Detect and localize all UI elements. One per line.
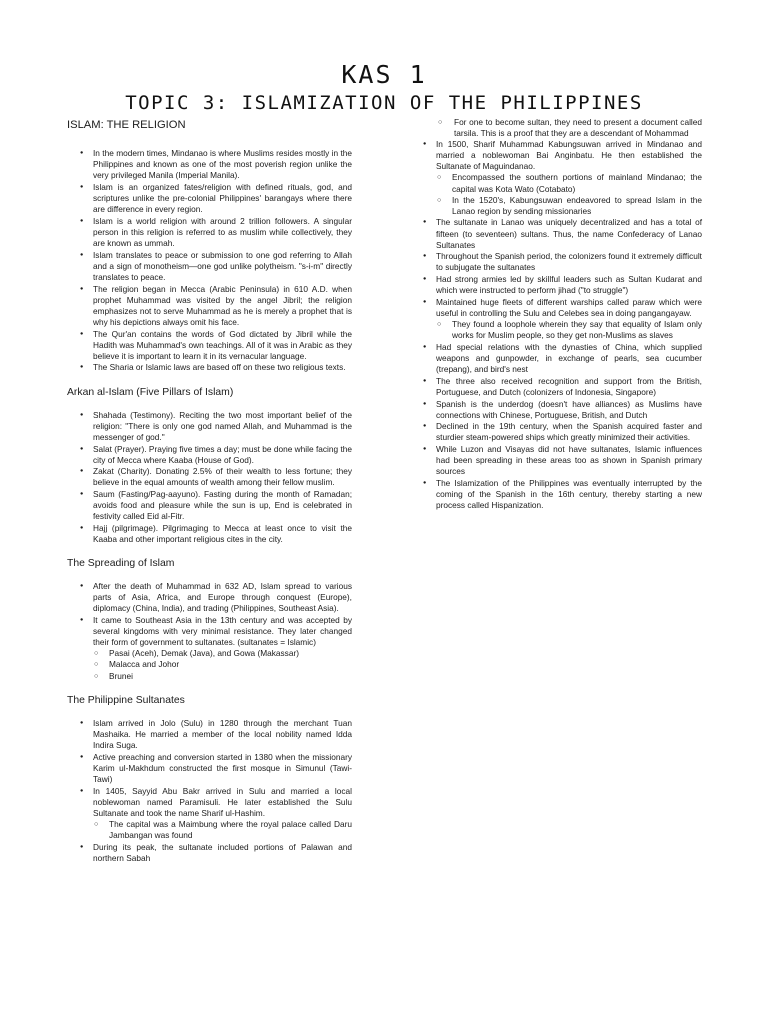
bullet-item: [67, 489, 352, 522]
bullet-text: The Islamization of the Philippines was eventually interrupted by the coming of the Spanish in the 16th century, thereby starting a new process called Hispanization.: [436, 477, 702, 511]
bullet-text: In 1405, Sayyid Abu Bakr arrived in Sulu and married a local noblewoman named Paramisuli. He later established the Sulu Sultanate and took the name Sharif ul-Hashim.: [93, 785, 352, 818]
sub-bullet-item: ○ For one to become sultan, they need to present a document called tarsila. This is a proof that they are a descendant of Mohammad: [422, 117, 702, 139]
bullet-item: [67, 250, 352, 283]
page-title: KAS 1: [341, 60, 427, 89]
bullet-item: [422, 399, 702, 421]
bullet-item: [422, 274, 702, 296]
bullet-list: [422, 139, 702, 511]
bullet-item: [67, 216, 352, 249]
bullet-text: It came to Southeast Asia in the 13th century and was accepted by several kingdoms with very minimal resistance. They later changed their form of government to sultanates. (sultanates = Islamic): [93, 615, 352, 648]
bullet-text: Active preaching and conversion started in 1380 when the missionary Karim ul-Makhdum constructed the first mosque in Simunul (Tawi-Tawi): [93, 751, 352, 784]
bullet-item: [422, 297, 702, 341]
bullet-item: [422, 376, 702, 398]
bullet-list: [67, 410, 352, 546]
section-heading: The Philippine Sultanates: [67, 694, 185, 706]
bullet-text: In the modern times, Mindanao is where Muslims resides mostly in the Philippines and known as one of the most poverish region unlike the very privileged Manila (Imperial Manila).: [93, 148, 352, 181]
bullet-text: The sultanate in Lanao was uniquely decentralized and has a total of fifteen (to seventeen) sultans. Thus, the name Confederacy of Lanao Sultanates: [436, 217, 702, 250]
bullet-item: [67, 466, 352, 488]
bullet-item: [67, 284, 352, 328]
sub-bullet-list: [93, 648, 352, 681]
bullet-item: [67, 786, 352, 841]
sub-bullet-item: ○ Brunei: [93, 671, 352, 682]
continued-sub-list: [422, 117, 702, 139]
bullet-item: [422, 342, 702, 375]
section-heading: The Spreading of Islam: [67, 558, 175, 570]
bullet-text: Saum (Fasting/Pag-aayuno). Fasting during the month of Ramadan; avoids food and pleasure while the sun is up, End is celebrated in festivity called Eid al-Fitr.: [93, 489, 352, 522]
bullet-item: [422, 251, 702, 273]
bullet-text: The religion began in Mecca (Arabic Peninsula) in 610 A.D. when prophet Muhammad was visited by the angel Jibril; the religion emphasizes not to serve Muhammad as he is merely a prophet that is why his depictions always omit his face.: [93, 283, 352, 327]
bullet-item: [67, 523, 352, 545]
bullet-text: Salat (Prayer). Praying five times a day; must be done while facing the city of Mecca where Kaaba (House of God).: [93, 443, 352, 465]
right-column: [422, 117, 702, 512]
bullet-item: [422, 139, 702, 217]
bullet-text: Declined in the 19th century, when the Spanish acquired faster and sturdier steam-powered ships which greatly minimized their activities.: [436, 421, 702, 443]
bullet-text: Had special relations with the dynasties of China, which supplied weapons and gunpowder, in exchange of pearls, sea cucumber (trepang), and bird's nest: [436, 341, 702, 375]
sub-bullet-list: [93, 819, 352, 841]
sub-bullet-item: ○ The capital was a Maimbung where the royal palace called Daru Jambangan was found: [93, 819, 352, 841]
bullet-text: Islam is an organized fates/religion with defined rituals, god, and scriptures unlike the pre-colonial Philippines' barangays where there are difference in every region.: [93, 181, 352, 215]
sub-bullet-item: ○ In the 1520's, Kabungsuwan endeavored to spread Islam in the Lanao region by sending missionaries: [436, 195, 702, 217]
bullet-item: [67, 182, 352, 215]
sub-bullet-item: ○ Encompassed the southern portions of mainland Mindanao; the capital was Kota Wato (Cotabato): [436, 172, 702, 194]
bullet-item: [422, 421, 702, 443]
bullet-item: [67, 329, 352, 362]
bullet-text: The Sharia or Islamic laws are based off on these two religious texts.: [93, 362, 346, 373]
bullet-text: While Luzon and Visayas did not have sultanates, Islamic influences had been spreading in these areas too as shown in Spanish primary sources: [436, 444, 702, 477]
bullet-item: [67, 410, 352, 443]
left-column: [67, 120, 352, 864]
section-heading: Arkan al-Islam (Five Pillars of Islam): [67, 386, 234, 398]
bullet-text: During its peak, the sultanate included portions of Palawan and northern Sabah: [93, 841, 352, 863]
bullet-item: [67, 581, 352, 614]
bullet-list: [67, 718, 352, 864]
bullet-text: The three also received recognition and support from the British, Portuguese, and Dutch (colonizers of Indonesia, Singapore): [436, 375, 702, 397]
sub-bullet-item: ○ Malacca and Johor: [93, 659, 352, 670]
bullet-item: [67, 718, 352, 751]
sub-bullet-item: ○ Pasai (Aceh), Demak (Java), and Gowa (Makassar): [93, 648, 352, 659]
topic-subtitle: TOPIC 3: ISLAMIZATION OF THE PHILIPPINES: [125, 92, 643, 114]
bullet-text: Zakat (Charity). Donating 2.5% of their wealth to less fortune; they believe in the equal amounts of wealth among their fellow muslim.: [93, 466, 352, 488]
bullet-item: [67, 362, 352, 373]
bullet-text: Islam arrived in Jolo (Sulu) in 1280 through the merchant Tuan Mashaika. He married a member of the local nobility named Idda Indira Suga.: [93, 717, 352, 750]
bullet-item: [422, 478, 702, 511]
bullet-item: [67, 148, 352, 181]
bullet-text: After the death of Muhammad in 632 AD, Islam spread to various parts of Asia, Africa, and Europe through conquest (Europe), diplomacy (China, India), and trading (Philippines, Southeast Asia).: [93, 581, 352, 614]
bullet-text: The Qur'an contains the words of God dictated by Jibril while the Hadith was Muhammad's own teachings. All of it was in Arabic as they believe it is important to learn it in its vernacular language.: [93, 328, 352, 361]
bullet-item: [422, 217, 702, 250]
bullet-list: [67, 581, 352, 681]
sub-bullet-list: [436, 172, 702, 216]
bullet-text: Throughout the Spanish period, the colonizers found it extremely difficult to subjugate the sultanates: [436, 251, 702, 273]
bullet-text: In 1500, Sharif Muhammad Kabungsuwan arrived in Mindanao and married a noblewoman Bai Anginbatu. He then established the Sultanate of Maguindanao.: [436, 139, 702, 172]
bullet-text: Hajj (pilgrimage). Pilgrimaging to Mecca at least once to visit the Kaaba and other important religious cites in the city.: [93, 522, 352, 545]
sub-bullet-item: ○ They found a loophole wherein they say that equality of Islam only works for Muslim people, so they get non-Muslims as slaves: [436, 319, 702, 341]
sub-bullet-list: [436, 319, 702, 341]
bullet-text: Islam is a world religion with around 2 trillion followers. A singular person in this religion is referred to as muslim while collectively, they are known as ummah.: [93, 215, 352, 249]
bullet-text: Islam translates to peace or submission to one god referring to Allah and a sign of monotheism—one god unlike polytheism. "s-i-m" directly translates to peace.: [93, 249, 352, 282]
bullet-item: [67, 842, 352, 864]
bullet-text: Had strong armies led by skillful leaders such as Sultan Kudarat and which were instructed to perform jihad ("to struggle"): [436, 274, 702, 296]
bullet-item: [67, 752, 352, 785]
bullet-item: [422, 444, 702, 477]
bullet-text: Shahada (Testimony). Reciting the two most important belief of the religion: "There is only one god named Allah, and Muhammad is the messenger of god.": [93, 409, 352, 442]
bullet-item: [67, 615, 352, 682]
bullet-text: Maintained huge fleets of different warships called paraw which were useful in controlling the Sulu and Celebes sea in doing pangangayaw.: [436, 296, 702, 318]
bullet-text: Spanish is the underdog (doesn't have alliances) as Muslims have connections with Chinese, Portuguese, British, and Dutch: [436, 398, 702, 420]
bullet-list: [67, 148, 352, 373]
bullet-item: [67, 444, 352, 466]
section-heading: ISLAM: THE RELIGION: [67, 119, 186, 131]
